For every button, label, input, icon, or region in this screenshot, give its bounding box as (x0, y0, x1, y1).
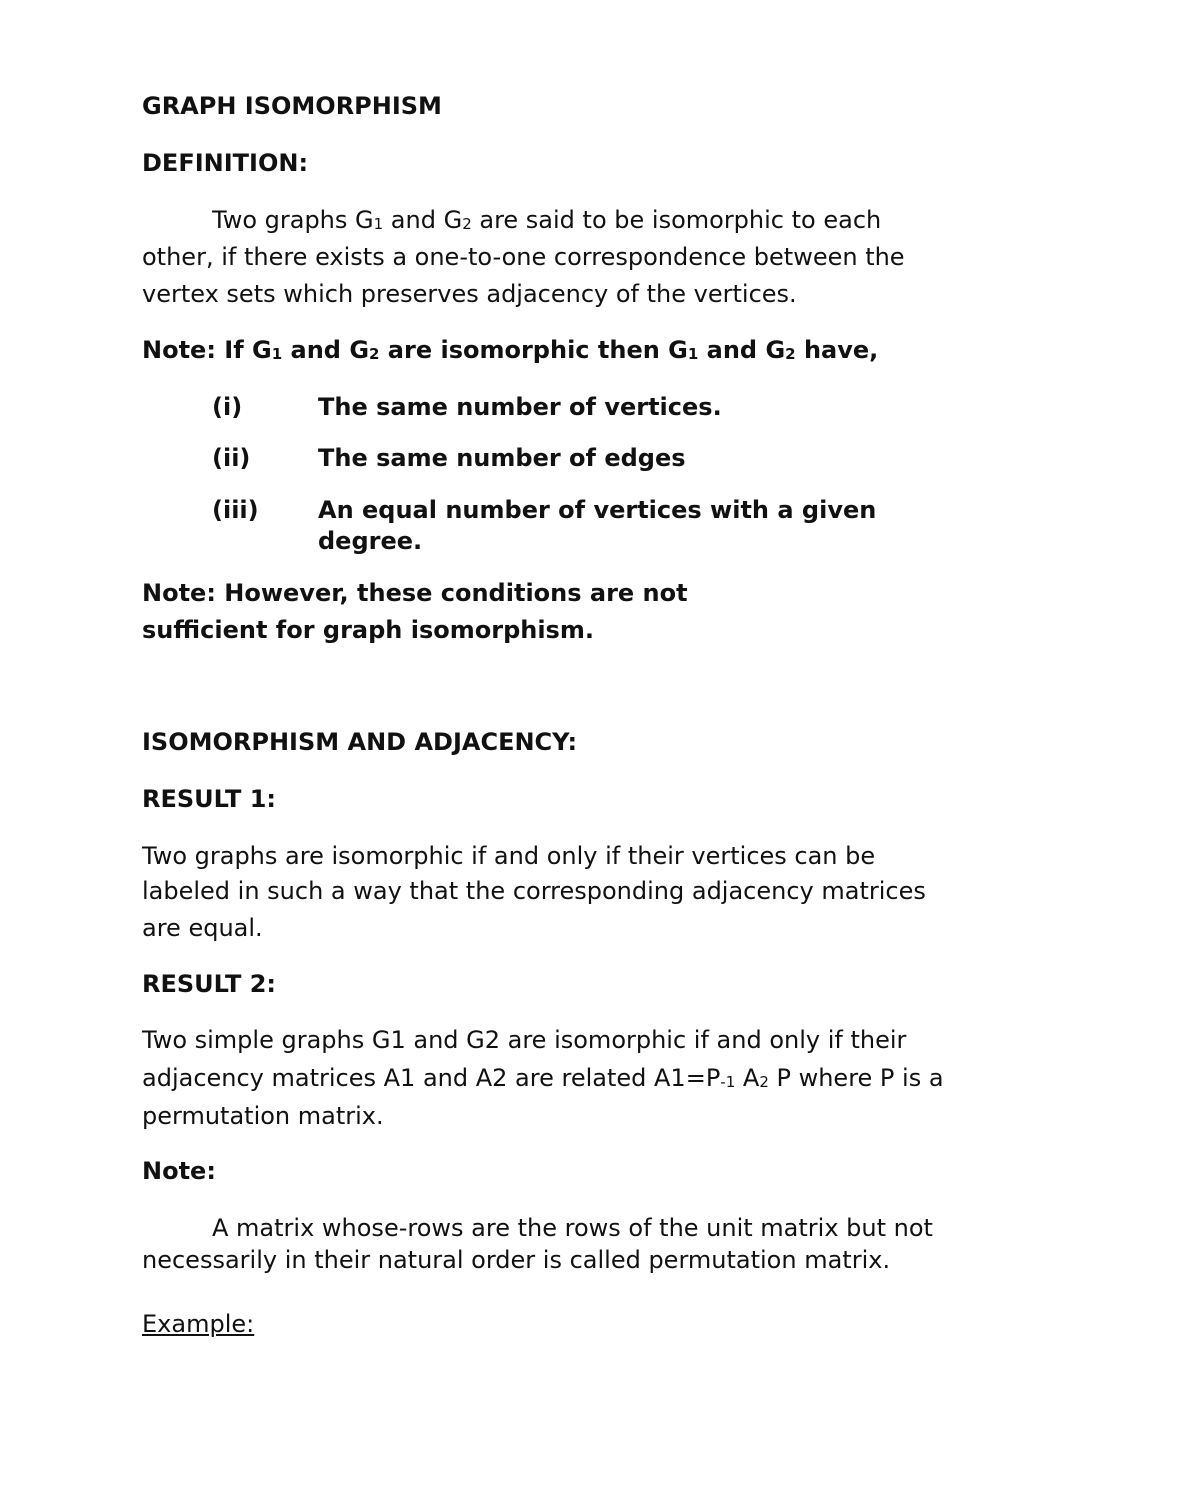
condition-number: (ii) (212, 444, 251, 472)
adjacency-heading: ISOMORPHISM AND ADJACENCY: (142, 728, 578, 756)
example-heading: Example: (142, 1310, 255, 1338)
result-1-heading: RESULT 1: (142, 785, 276, 813)
document-title: GRAPH ISOMORPHISM (142, 92, 442, 120)
condition-text: The same number of edges (318, 444, 686, 472)
result-2-line-1: Two simple graphs G1 and G2 are isomorphic if and only if their (142, 1026, 907, 1054)
condition-number: (i) (212, 393, 243, 421)
condition-text: The same number of vertices. (318, 393, 722, 421)
note-isomorphic-conditions: Note: If G1 and G2 are isomorphic then G1 and G2 have, (142, 336, 879, 364)
permutation-note-heading: Note: (142, 1157, 216, 1185)
permutation-note-line-2: necessarily in their natural order is called permutation matrix. (142, 1246, 891, 1274)
note-not-sufficient-line-1: Note: However, these conditions are not (142, 579, 688, 607)
result-2-line-2: adjacency matrices A1 and A2 are related A1=P-1 A2 P where P is a (142, 1064, 944, 1092)
definition-line-3: vertex sets which preserves adjacency of the vertices. (142, 280, 797, 308)
permutation-note-line-1: A matrix whose-rows are the rows of the unit matrix but not (212, 1214, 933, 1242)
result-1-line-3: are equal. (142, 914, 263, 942)
note-not-sufficient-line-2: sufficient for graph isomorphism. (142, 616, 594, 644)
result-1-line-2: labeled in such a way that the corresponding adjacency matrices (142, 877, 926, 905)
result-1-line-1: Two graphs are isomorphic if and only if their vertices can be (142, 842, 876, 870)
condition-number: (iii) (212, 496, 259, 524)
definition-heading: DEFINITION: (142, 149, 309, 177)
result-2-line-3: permutation matrix. (142, 1102, 384, 1130)
definition-line-2: other, if there exists a one-to-one correspondence between the (142, 243, 905, 271)
condition-text-continued: degree. (318, 527, 423, 555)
definition-line-1: Two graphs G1 and G2 are said to be isomorphic to each (212, 206, 882, 234)
condition-text: An equal number of vertices with a given (318, 496, 877, 524)
result-2-heading: RESULT 2: (142, 970, 276, 998)
